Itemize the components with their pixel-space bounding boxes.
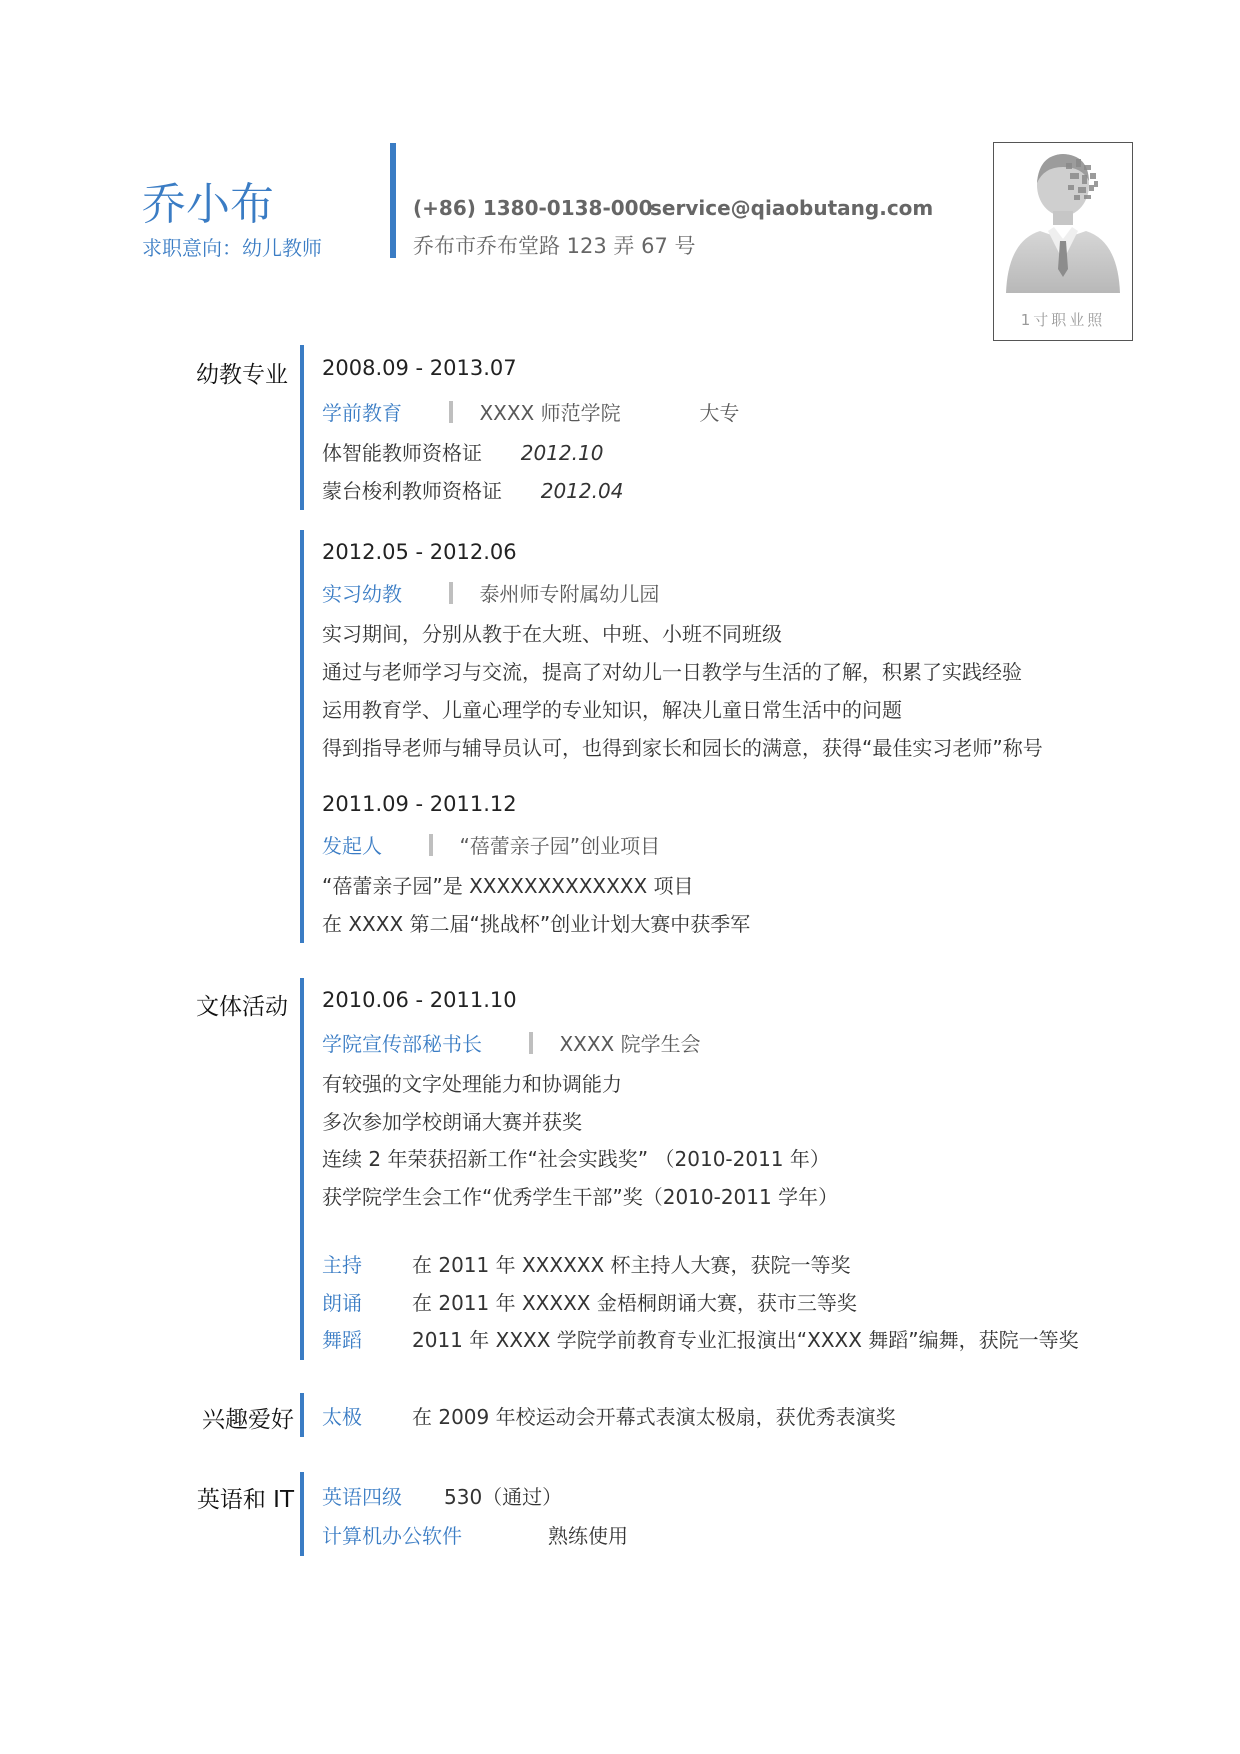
photo-caption: 1寸职业照 <box>1020 311 1106 329</box>
separator-bar <box>429 834 433 856</box>
project-row <box>322 830 660 859</box>
internship-row <box>322 578 659 607</box>
separator-bar <box>529 1032 533 1054</box>
cert-name: 体智能教师资格证 <box>322 441 482 465</box>
separator-bar <box>449 401 453 423</box>
award-row <box>322 1287 857 1316</box>
award-label: 朗诵 <box>322 1291 362 1315</box>
email-address: service@qiaobutang.com <box>650 196 934 220</box>
project-period: 2011.09 - 2011.12 <box>322 792 517 816</box>
cert-date: 2012.04 <box>540 479 624 503</box>
edu-school: XXXX 师范学院 <box>479 401 621 425</box>
award-row <box>322 1249 851 1278</box>
separator-bar <box>449 582 453 604</box>
section-bar <box>300 1393 304 1437</box>
skill-row <box>322 1520 628 1549</box>
section-title-education: 幼教专业 <box>196 362 288 388</box>
skill-text: 530（通过） <box>444 1485 563 1509</box>
person-silhouette-icon <box>994 143 1132 313</box>
section-bar <box>300 1472 304 1556</box>
job-intent: 求职意向：幼儿教师 <box>142 236 322 260</box>
home-address: 乔布市乔布堂路 123 弄 67 号 <box>413 234 696 258</box>
award-text: 在 2011 年 XXXXXX 杯主持人大赛，获院一等奖 <box>412 1253 851 1277</box>
edu-row <box>322 397 739 426</box>
cert-date: 2012.10 <box>520 441 604 465</box>
internship-role: 实习幼教 <box>322 582 402 606</box>
project-role: 发起人 <box>322 834 382 858</box>
activity-period: 2010.06 - 2011.10 <box>322 988 517 1012</box>
desc-line: 多次参加学校朗诵大赛并获奖 <box>322 1110 582 1134</box>
section-bar <box>300 345 304 510</box>
skill-label: 英语四级 <box>322 1485 402 1509</box>
desc-line: 有较强的文字处理能力和协调能力 <box>322 1072 622 1096</box>
desc-line: 在 XXXX 第二届“挑战杯”创业计划大赛中获季军 <box>322 912 751 936</box>
desc-line: 获学院学生会工作“优秀学生干部”奖（2010-2011 学年） <box>322 1185 839 1209</box>
hobby-row <box>322 1401 896 1430</box>
award-text: 2011 年 XXXX 学院学前教育专业汇报演出“XXXX 舞蹈”编舞，获院一等奖 <box>412 1328 1079 1352</box>
profile-photo-placeholder <box>993 142 1133 341</box>
section-title-hobbies: 兴趣爱好 <box>202 1407 294 1433</box>
activity-row <box>322 1028 701 1057</box>
desc-line: 运用教育学、儿童心理学的专业知识，解决儿童日常生活中的问题 <box>322 698 902 722</box>
edu-major: 学前教育 <box>322 401 402 425</box>
award-label: 主持 <box>322 1253 362 1277</box>
edu-period: 2008.09 - 2013.07 <box>322 356 517 380</box>
section-bar <box>300 978 304 1360</box>
section-title-activities: 文体活动 <box>196 994 288 1020</box>
project-org: “蓓蕾亲子园”创业项目 <box>459 834 661 858</box>
header-divider <box>390 143 396 258</box>
desc-line: 得到指导老师与辅导员认可，也得到家长和园长的满意，获得“最佳实习老师”称号 <box>322 736 1043 760</box>
hobby-label: 太极 <box>322 1405 362 1429</box>
internship-org: 泰州师专附属幼儿园 <box>479 582 660 606</box>
skill-label: 计算机办公软件 <box>322 1524 462 1548</box>
award-label: 舞蹈 <box>322 1328 362 1352</box>
edu-degree: 大专 <box>699 401 740 425</box>
cert-row <box>322 437 603 466</box>
section-bar <box>300 530 304 943</box>
award-row <box>322 1324 1079 1353</box>
desc-line: “蓓蕾亲子园”是 XXXXXXXXXXXXX 项目 <box>322 874 694 898</box>
internship-period: 2012.05 - 2012.06 <box>322 540 517 564</box>
candidate-name: 乔小布 <box>142 179 274 230</box>
section-title-skills: 英语和 IT <box>196 1487 294 1513</box>
award-text: 在 2011 年 XXXXX 金梧桐朗诵大赛，获市三等奖 <box>412 1291 857 1315</box>
activity-role: 学院宣传部秘书长 <box>322 1032 482 1056</box>
skill-row <box>322 1481 562 1510</box>
desc-line: 连续 2 年荣获招新工作“社会实践奖” （2010-2011 年） <box>322 1147 830 1171</box>
activity-org: XXXX 院学生会 <box>559 1032 701 1056</box>
desc-line: 通过与老师学习与交流，提高了对幼儿一日教学与生活的了解，积累了实践经验 <box>322 660 1022 684</box>
desc-line: 实习期间，分别从教于在大班、中班、小班不同班级 <box>322 622 782 646</box>
cert-name: 蒙台梭利教师资格证 <box>322 479 502 503</box>
skill-text: 熟练使用 <box>548 1524 628 1548</box>
cert-row <box>322 475 623 504</box>
phone-number: (+86) 1380-0138-000 <box>413 196 653 220</box>
hobby-text: 在 2009 年校运动会开幕式表演太极扇，获优秀表演奖 <box>412 1405 896 1429</box>
